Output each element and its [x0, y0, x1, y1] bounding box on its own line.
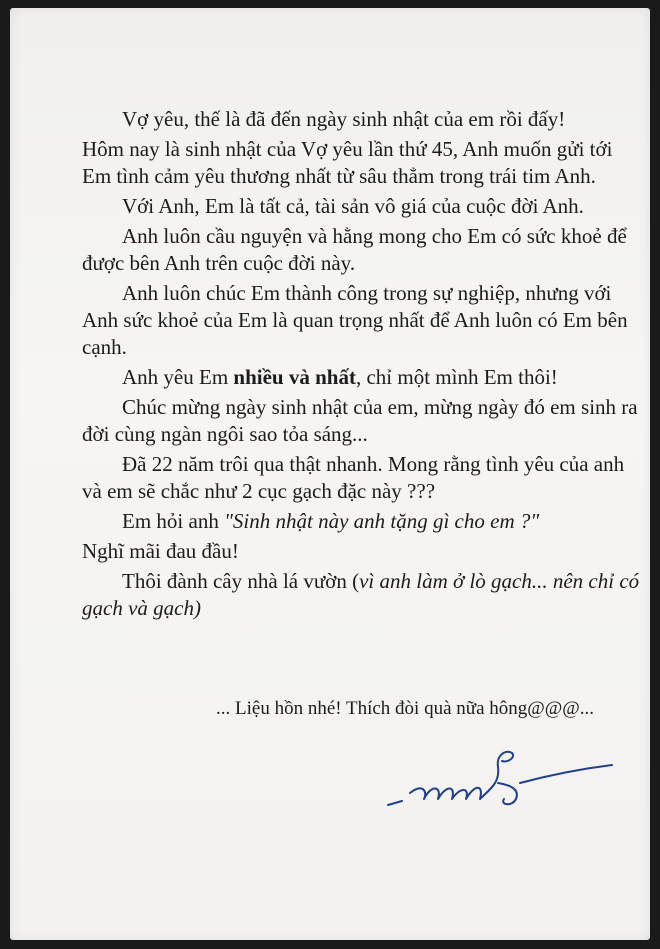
letter-paragraph-8: Đã 22 năm trôi qua thật nhanh. Mong rằng tình yêu của anh và em sẽ chắc như 2 cục gạch đặc này ???: [82, 452, 625, 503]
letter-paragraph-11-italic: vì anh làm ở lò gạch... nên chỉ có gạch và gạch): [82, 569, 640, 620]
letter-paragraph-6-end: , chỉ một mình Em thôi!: [355, 365, 558, 389]
letter-paragraph-11-start: Thôi đành cây nhà lá vườn (: [122, 569, 360, 593]
letter-paragraph-9: [82, 508, 644, 535]
letter-paragraph-7: Chúc mừng ngày sinh nhật của em, mừng ngày đó em sinh ra đời cùng ngàn ngôi sao tỏa sáng...: [82, 395, 638, 446]
letter-paragraph-9-start: Em hỏi anh: [122, 509, 225, 533]
letter-paragraph-3: Với Anh, Em là tất cả, tài sản vô giá của cuộc đời Anh.: [122, 194, 584, 218]
letter-body: [82, 106, 644, 625]
letter-paragraph-5: Anh luôn chúc Em thành công trong sự nghiệp, nhưng với Anh sức khoẻ của Em là quan trọng nhất để Anh luôn có Em bên cạnh.: [82, 281, 628, 359]
letter-paragraph-6-bold: nhiều và nhất: [233, 365, 356, 389]
letter-quote: "Sinh nhật này anh tặng gì cho em ?": [224, 509, 540, 533]
letter-paragraph-6: [82, 364, 644, 391]
signature-stroke: [388, 752, 612, 805]
signature: [380, 743, 620, 813]
letter-paragraph-4: Anh luôn cầu nguyện và hằng mong cho Em có sức khoẻ để được bên Anh trên cuộc đời này.: [82, 224, 627, 275]
letter-paragraph-1: Vợ yêu, thế là đã đến ngày sinh nhật của em rồi đấy!: [122, 107, 566, 131]
letter-paragraph-2: Hôm nay là sinh nhật của Vợ yêu lần thứ 45, Anh muốn gửi tới Em tình cảm yêu thương nhất từ sâu thẳm trong trái tim Anh.: [82, 137, 613, 188]
letter-paragraph-10: Nghĩ mãi đau đầu!: [82, 539, 239, 563]
letter-paragraph-11: [82, 568, 644, 622]
letter-paragraph-6-start: Anh yêu Em: [122, 365, 234, 389]
letter-closing: ... Liệu hồn nhé! Thích đòi quà nữa hông@@@...: [216, 698, 594, 719]
letter-paper: [10, 8, 650, 940]
